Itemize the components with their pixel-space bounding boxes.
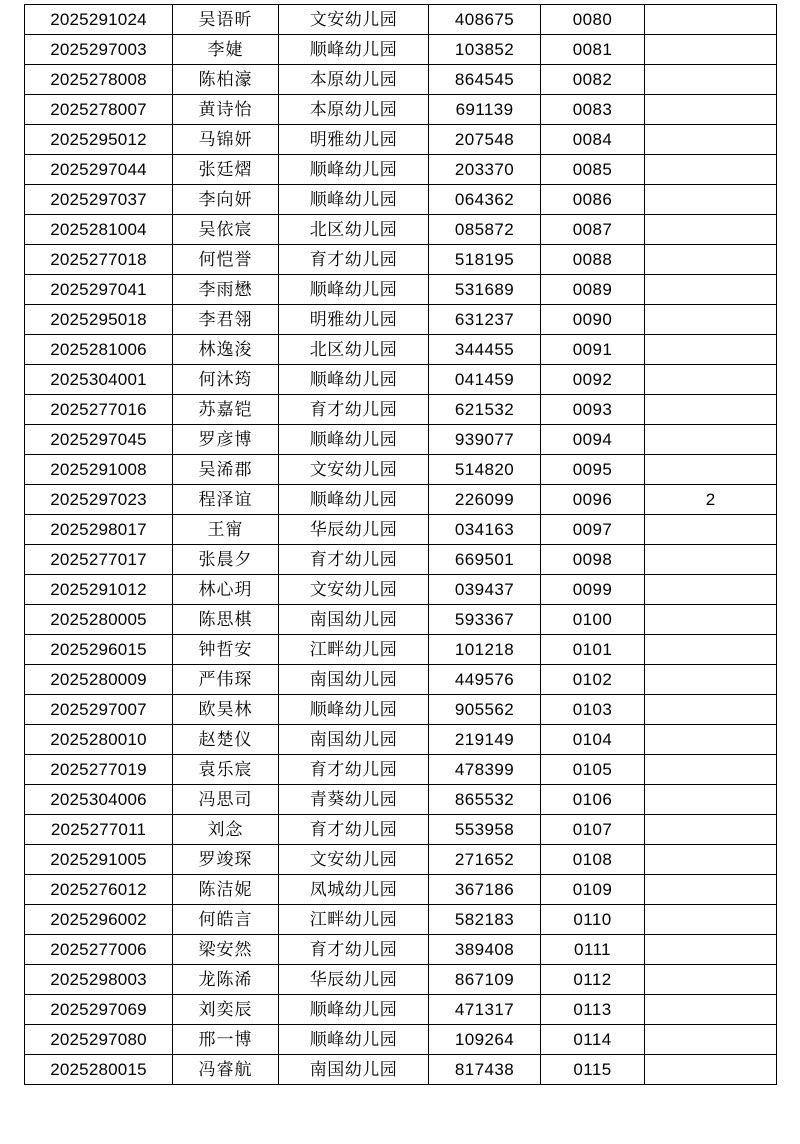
cell-sequence: 0082 — [541, 65, 645, 95]
cell-kindergarten: 南国幼儿园 — [279, 605, 429, 635]
cell-kindergarten: 华辰幼儿园 — [279, 965, 429, 995]
cell-registration_id: 2025277017 — [25, 545, 173, 575]
cell-kindergarten: 明雅幼儿园 — [279, 125, 429, 155]
cell-code: 367186 — [429, 875, 541, 905]
cell-code: 867109 — [429, 965, 541, 995]
cell-kindergarten: 南国幼儿园 — [279, 1055, 429, 1085]
cell-sequence: 0101 — [541, 635, 645, 665]
cell-registration_id: 2025277011 — [25, 815, 173, 845]
cell-name: 马锦妍 — [173, 125, 279, 155]
cell-registration_id: 2025296002 — [25, 905, 173, 935]
cell-registration_id: 2025298017 — [25, 515, 173, 545]
cell-name: 程泽谊 — [173, 485, 279, 515]
cell-name: 王甯 — [173, 515, 279, 545]
table-row — [25, 575, 777, 605]
cell-note — [645, 605, 777, 635]
cell-note — [645, 455, 777, 485]
cell-note — [645, 905, 777, 935]
cell-note — [645, 305, 777, 335]
cell-name: 欧昊林 — [173, 695, 279, 725]
cell-kindergarten: 顺峰幼儿园 — [279, 425, 429, 455]
cell-sequence: 0083 — [541, 95, 645, 125]
cell-registration_id: 2025297080 — [25, 1025, 173, 1055]
cell-registration_id: 2025280010 — [25, 725, 173, 755]
cell-kindergarten: 江畔幼儿园 — [279, 635, 429, 665]
table-row — [25, 905, 777, 935]
cell-kindergarten: 南国幼儿园 — [279, 725, 429, 755]
cell-note — [645, 785, 777, 815]
cell-sequence: 0096 — [541, 485, 645, 515]
cell-name: 赵楚仪 — [173, 725, 279, 755]
cell-kindergarten: 顺峰幼儿园 — [279, 485, 429, 515]
cell-name: 何恺誉 — [173, 245, 279, 275]
table-row — [25, 845, 777, 875]
table-row — [25, 275, 777, 305]
cell-registration_id: 2025278008 — [25, 65, 173, 95]
cell-registration_id: 2025297007 — [25, 695, 173, 725]
cell-kindergarten: 顺峰幼儿园 — [279, 35, 429, 65]
table-row — [25, 485, 777, 515]
table-row — [25, 305, 777, 335]
table-row — [25, 1025, 777, 1055]
cell-registration_id: 2025297044 — [25, 155, 173, 185]
cell-registration_id: 2025280015 — [25, 1055, 173, 1085]
cell-kindergarten: 顺峰幼儿园 — [279, 155, 429, 185]
table-row — [25, 635, 777, 665]
cell-code: 691139 — [429, 95, 541, 125]
table-row — [25, 665, 777, 695]
table-row — [25, 245, 777, 275]
cell-kindergarten: 育才幼儿园 — [279, 395, 429, 425]
cell-sequence: 0098 — [541, 545, 645, 575]
cell-code: 939077 — [429, 425, 541, 455]
cell-note — [645, 125, 777, 155]
cell-kindergarten: 育才幼儿园 — [279, 545, 429, 575]
table-row — [25, 695, 777, 725]
cell-note — [645, 545, 777, 575]
cell-name: 罗竣琛 — [173, 845, 279, 875]
cell-registration_id: 2025304006 — [25, 785, 173, 815]
cell-sequence: 0085 — [541, 155, 645, 185]
cell-note — [645, 755, 777, 785]
cell-registration_id: 2025277016 — [25, 395, 173, 425]
cell-code: 203370 — [429, 155, 541, 185]
table-row — [25, 425, 777, 455]
cell-code: 219149 — [429, 725, 541, 755]
cell-sequence: 0099 — [541, 575, 645, 605]
cell-sequence: 0111 — [541, 935, 645, 965]
cell-code: 905562 — [429, 695, 541, 725]
cell-note — [645, 335, 777, 365]
cell-code: 226099 — [429, 485, 541, 515]
cell-name: 刘奕辰 — [173, 995, 279, 1025]
cell-code: 344455 — [429, 335, 541, 365]
cell-name: 张廷熠 — [173, 155, 279, 185]
cell-code: 518195 — [429, 245, 541, 275]
cell-kindergarten: 文安幼儿园 — [279, 575, 429, 605]
cell-registration_id: 2025277019 — [25, 755, 173, 785]
cell-name: 冯睿航 — [173, 1055, 279, 1085]
cell-code: 064362 — [429, 185, 541, 215]
cell-sequence: 0100 — [541, 605, 645, 635]
cell-kindergarten: 育才幼儿园 — [279, 245, 429, 275]
cell-kindergarten: 顺峰幼儿园 — [279, 695, 429, 725]
cell-kindergarten: 育才幼儿园 — [279, 755, 429, 785]
cell-kindergarten: 顺峰幼儿园 — [279, 365, 429, 395]
cell-code: 085872 — [429, 215, 541, 245]
cell-note — [645, 635, 777, 665]
cell-code: 582183 — [429, 905, 541, 935]
table-row — [25, 875, 777, 905]
cell-sequence: 0087 — [541, 215, 645, 245]
cell-code: 864545 — [429, 65, 541, 95]
cell-code: 207548 — [429, 125, 541, 155]
cell-name: 梁安然 — [173, 935, 279, 965]
table-row — [25, 35, 777, 65]
cell-sequence: 0114 — [541, 1025, 645, 1055]
cell-note — [645, 245, 777, 275]
cell-registration_id: 2025304001 — [25, 365, 173, 395]
cell-registration_id: 2025297045 — [25, 425, 173, 455]
cell-sequence: 0086 — [541, 185, 645, 215]
cell-code: 103852 — [429, 35, 541, 65]
table-row — [25, 365, 777, 395]
cell-name: 刘念 — [173, 815, 279, 845]
cell-note — [645, 995, 777, 1025]
cell-name: 何沐筠 — [173, 365, 279, 395]
table-row — [25, 965, 777, 995]
cell-name: 吴浠郡 — [173, 455, 279, 485]
cell-registration_id: 2025280005 — [25, 605, 173, 635]
cell-kindergarten: 文安幼儿园 — [279, 455, 429, 485]
cell-name: 张晨夕 — [173, 545, 279, 575]
cell-note — [645, 425, 777, 455]
cell-registration_id: 2025297003 — [25, 35, 173, 65]
cell-registration_id: 2025280009 — [25, 665, 173, 695]
cell-registration_id: 2025277006 — [25, 935, 173, 965]
cell-note — [645, 845, 777, 875]
table-row — [25, 155, 777, 185]
cell-note — [645, 5, 777, 35]
cell-kindergarten: 顺峰幼儿园 — [279, 185, 429, 215]
cell-note — [645, 1055, 777, 1085]
cell-note — [645, 815, 777, 845]
cell-code: 531689 — [429, 275, 541, 305]
cell-name: 龙陈浠 — [173, 965, 279, 995]
cell-registration_id: 2025281006 — [25, 335, 173, 365]
cell-sequence: 0094 — [541, 425, 645, 455]
cell-sequence: 0097 — [541, 515, 645, 545]
cell-name: 何皓言 — [173, 905, 279, 935]
cell-code: 408675 — [429, 5, 541, 35]
cell-sequence: 0115 — [541, 1055, 645, 1085]
cell-code: 478399 — [429, 755, 541, 785]
cell-registration_id: 2025291005 — [25, 845, 173, 875]
cell-registration_id: 2025278007 — [25, 95, 173, 125]
cell-code: 449576 — [429, 665, 541, 695]
table-row — [25, 185, 777, 215]
cell-registration_id: 2025277018 — [25, 245, 173, 275]
cell-code: 271652 — [429, 845, 541, 875]
cell-name: 李婕 — [173, 35, 279, 65]
table-row — [25, 545, 777, 575]
roster-table-body — [25, 5, 777, 1085]
cell-sequence: 0081 — [541, 35, 645, 65]
table-row — [25, 995, 777, 1025]
cell-code: 669501 — [429, 545, 541, 575]
cell-kindergarten: 育才幼儿园 — [279, 935, 429, 965]
cell-name: 邢一博 — [173, 1025, 279, 1055]
cell-note — [645, 215, 777, 245]
cell-sequence: 0105 — [541, 755, 645, 785]
table-row — [25, 605, 777, 635]
cell-note — [645, 695, 777, 725]
cell-registration_id: 2025296015 — [25, 635, 173, 665]
cell-kindergarten: 凤城幼儿园 — [279, 875, 429, 905]
cell-sequence: 0110 — [541, 905, 645, 935]
cell-code: 039437 — [429, 575, 541, 605]
cell-sequence: 0080 — [541, 5, 645, 35]
cell-kindergarten: 文安幼儿园 — [279, 845, 429, 875]
cell-code: 514820 — [429, 455, 541, 485]
cell-note — [645, 65, 777, 95]
cell-note — [645, 155, 777, 185]
cell-sequence: 0106 — [541, 785, 645, 815]
cell-registration_id: 2025297023 — [25, 485, 173, 515]
cell-note — [645, 1025, 777, 1055]
cell-kindergarten: 南国幼儿园 — [279, 665, 429, 695]
cell-code: 471317 — [429, 995, 541, 1025]
cell-note — [645, 965, 777, 995]
cell-registration_id: 2025295018 — [25, 305, 173, 335]
cell-name: 李君翎 — [173, 305, 279, 335]
cell-note — [645, 875, 777, 905]
cell-registration_id: 2025298003 — [25, 965, 173, 995]
cell-kindergarten: 本原幼儿园 — [279, 95, 429, 125]
cell-sequence: 0108 — [541, 845, 645, 875]
roster-table — [24, 4, 777, 1085]
cell-name: 吴语昕 — [173, 5, 279, 35]
cell-registration_id: 2025276012 — [25, 875, 173, 905]
cell-code: 389408 — [429, 935, 541, 965]
cell-note — [645, 365, 777, 395]
cell-code: 034163 — [429, 515, 541, 545]
cell-note — [645, 575, 777, 605]
cell-sequence: 0103 — [541, 695, 645, 725]
cell-sequence: 0109 — [541, 875, 645, 905]
cell-code: 593367 — [429, 605, 541, 635]
cell-note — [645, 95, 777, 125]
cell-kindergarten: 北区幼儿园 — [279, 215, 429, 245]
table-row — [25, 815, 777, 845]
cell-code: 865532 — [429, 785, 541, 815]
cell-kindergarten: 明雅幼儿园 — [279, 305, 429, 335]
cell-code: 631237 — [429, 305, 541, 335]
cell-kindergarten: 青葵幼儿园 — [279, 785, 429, 815]
table-row — [25, 725, 777, 755]
cell-note — [645, 185, 777, 215]
cell-sequence: 0089 — [541, 275, 645, 305]
cell-name: 袁乐宸 — [173, 755, 279, 785]
table-row — [25, 335, 777, 365]
table-row — [25, 395, 777, 425]
cell-sequence: 0113 — [541, 995, 645, 1025]
cell-kindergarten: 江畔幼儿园 — [279, 905, 429, 935]
table-row — [25, 1055, 777, 1085]
table-row — [25, 935, 777, 965]
table-row — [25, 755, 777, 785]
cell-registration_id: 2025297069 — [25, 995, 173, 1025]
cell-kindergarten: 顺峰幼儿园 — [279, 995, 429, 1025]
cell-name: 林心玥 — [173, 575, 279, 605]
cell-registration_id: 2025291012 — [25, 575, 173, 605]
table-row — [25, 455, 777, 485]
cell-sequence: 0093 — [541, 395, 645, 425]
cell-sequence: 0107 — [541, 815, 645, 845]
cell-name: 钟哲安 — [173, 635, 279, 665]
cell-sequence: 0091 — [541, 335, 645, 365]
cell-note — [645, 725, 777, 755]
cell-name: 苏嘉铠 — [173, 395, 279, 425]
cell-sequence: 0088 — [541, 245, 645, 275]
cell-registration_id: 2025281004 — [25, 215, 173, 245]
cell-kindergarten: 育才幼儿园 — [279, 815, 429, 845]
cell-note — [645, 395, 777, 425]
table-row — [25, 125, 777, 155]
cell-note: 2 — [645, 485, 777, 515]
cell-code: 621532 — [429, 395, 541, 425]
cell-code: 101218 — [429, 635, 541, 665]
cell-name: 黄诗怡 — [173, 95, 279, 125]
cell-name: 李雨懋 — [173, 275, 279, 305]
cell-note — [645, 35, 777, 65]
cell-name: 罗彦博 — [173, 425, 279, 455]
cell-name: 林逸浚 — [173, 335, 279, 365]
cell-registration_id: 2025295012 — [25, 125, 173, 155]
table-row — [25, 785, 777, 815]
cell-registration_id: 2025297041 — [25, 275, 173, 305]
table-row — [25, 5, 777, 35]
cell-code: 109264 — [429, 1025, 541, 1055]
cell-registration_id: 2025297037 — [25, 185, 173, 215]
table-row — [25, 65, 777, 95]
cell-code: 041459 — [429, 365, 541, 395]
cell-name: 陈柏濠 — [173, 65, 279, 95]
cell-kindergarten: 北区幼儿园 — [279, 335, 429, 365]
cell-name: 冯思司 — [173, 785, 279, 815]
cell-kindergarten: 本原幼儿园 — [279, 65, 429, 95]
cell-kindergarten: 顺峰幼儿园 — [279, 275, 429, 305]
cell-kindergarten: 华辰幼儿园 — [279, 515, 429, 545]
cell-sequence: 0104 — [541, 725, 645, 755]
cell-sequence: 0090 — [541, 305, 645, 335]
cell-name: 陈洁妮 — [173, 875, 279, 905]
cell-sequence: 0092 — [541, 365, 645, 395]
cell-sequence: 0102 — [541, 665, 645, 695]
cell-note — [645, 665, 777, 695]
cell-code: 817438 — [429, 1055, 541, 1085]
cell-sequence: 0112 — [541, 965, 645, 995]
table-row — [25, 215, 777, 245]
cell-registration_id: 2025291024 — [25, 5, 173, 35]
cell-name: 吴依宸 — [173, 215, 279, 245]
cell-code: 553958 — [429, 815, 541, 845]
cell-note — [645, 935, 777, 965]
cell-note — [645, 275, 777, 305]
cell-name: 李向妍 — [173, 185, 279, 215]
table-row — [25, 95, 777, 125]
cell-name: 陈思棋 — [173, 605, 279, 635]
cell-sequence: 0084 — [541, 125, 645, 155]
cell-registration_id: 2025291008 — [25, 455, 173, 485]
cell-note — [645, 515, 777, 545]
cell-name: 严伟琛 — [173, 665, 279, 695]
cell-kindergarten: 文安幼儿园 — [279, 5, 429, 35]
cell-kindergarten: 顺峰幼儿园 — [279, 1025, 429, 1055]
cell-sequence: 0095 — [541, 455, 645, 485]
table-row — [25, 515, 777, 545]
